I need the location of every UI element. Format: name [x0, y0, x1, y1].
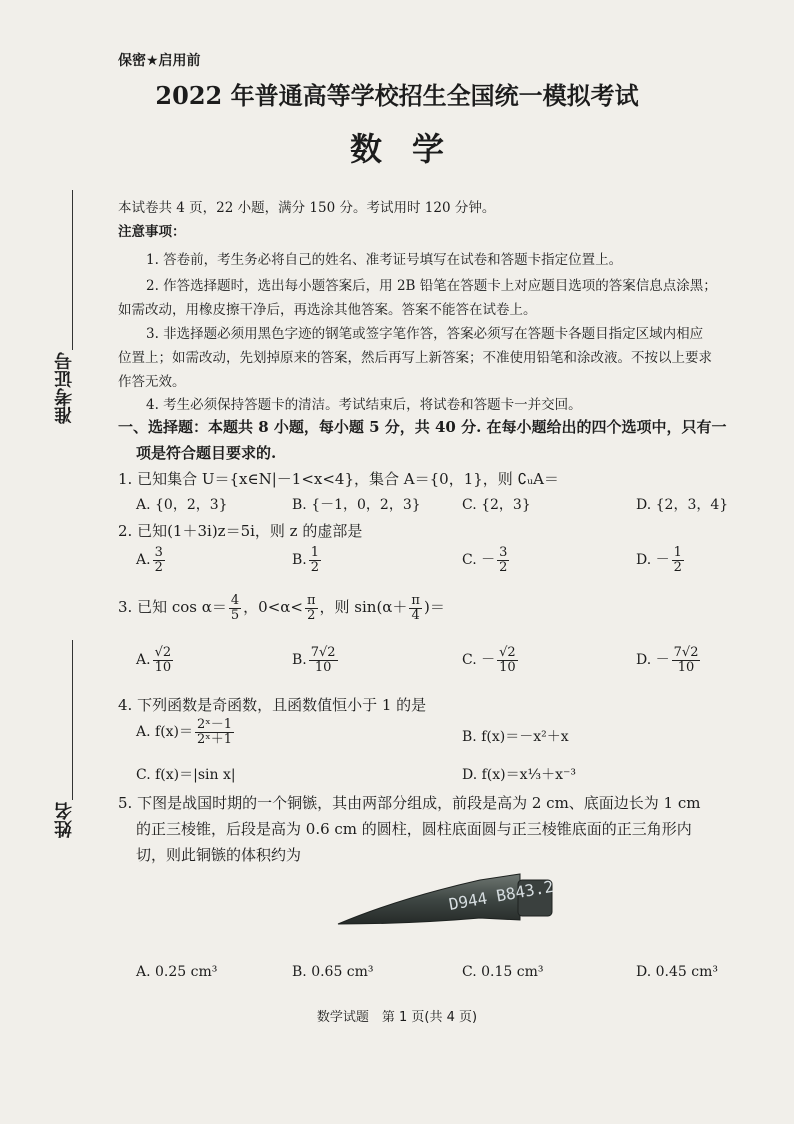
notice-item-4: 4. 考生必须保持答题卡的清洁。考试结束后，将试卷和答题卡一并交回。 [146, 397, 582, 413]
section-1-heading-line-2: 项是符合题目要求的. [136, 444, 277, 462]
question-5-line-2: 的正三棱锥，后段是高为 0.6 cm 的圆柱，圆柱底面圆与正三棱锥底面的正三角形内 [136, 820, 692, 838]
question-4-stem: 4. 下列函数是奇函数，且函数值恒小于 1 的是 [118, 696, 427, 714]
question-5-line-3: 切，则此铜镞的体积约为 [136, 846, 302, 864]
photo-label: D944 B843.2 [447, 876, 556, 914]
question-3-option-b: B. $\frac{7√2}{10}$ [292, 645, 336, 675]
question-2-option-d: D. － $\frac{1}{2}$ [636, 545, 682, 575]
question-3-stem: 3. 已知 cos α＝ $\frac{4}{5}$ ，0<α< $\frac{\pi}{2}$ ，则 sin(α＋ $\frac{\pi}{4}$ )＝ [118, 593, 445, 623]
exam-number-label: 准考证号 [54, 352, 75, 424]
question-5-option-a: A. 0.25 cm³ [136, 964, 218, 980]
question-5-option-d: D. 0.45 cm³ [636, 964, 718, 980]
question-1-option-a: A. {0，2，3} [136, 497, 228, 513]
question-3-option-c: C. － $\frac{√2}{10}$ [462, 645, 516, 675]
question-4-option-b: B. f(x)＝－x²＋x [462, 729, 569, 745]
question-2-option-a: A. $\frac{3}{2}$ [136, 545, 163, 575]
question-4-option-d: D. f(x)＝x⅓＋x⁻³ [462, 767, 576, 783]
notice-item-2-line-1: 2. 作答选择题时，选出每小题答案后，用 2B 铅笔在答题卡上对应题目选项的答案信息点涂黑； [146, 278, 717, 294]
bronze-arrowhead-photo [330, 858, 560, 938]
notice-item-3-line-2: 位置上；如需改动，先划掉原来的答案，然后再写上新答案；不准使用铅笔和涂改液。不按以上要求 [118, 350, 712, 366]
question-3-option-a: A. $\frac{√2}{10}$ [136, 645, 172, 675]
exam-title: 2022 年普通高等学校招生全国统一模拟考试 [155, 81, 639, 110]
exam-number-line [72, 190, 73, 350]
secret-label: 保密★启用前 [118, 53, 201, 69]
question-5-option-b: B. 0.65 cm³ [292, 964, 374, 980]
question-4-option-a: A. f(x)＝ $\frac{\text{2ˣ－1}}{\text{2ˣ＋1}}$ [136, 717, 233, 747]
question-1-option-c: C. {2，3} [462, 497, 531, 513]
notice-item-3-line-3: 作答无效。 [118, 374, 186, 390]
name-line [72, 640, 73, 800]
section-1-heading-line-1: 一、选择题：本题共 8 小题，每小题 5 分，共 40 分. 在每小题给出的四个选项中，只有一 [118, 418, 727, 436]
notice-item-3-line-1: 3. 非选择题必须用黑色字迹的钢笔或签字笔作答，答案必须写在答题卡各题目指定区域内相应 [146, 326, 704, 342]
question-5-line-1: 5. 下图是战国时期的一个铜镞，其由两部分组成，前段是高为 2 cm、底面边长为 1 cm [118, 794, 701, 812]
question-2-stem: 2. 已知(1＋3i)z＝5i，则 z 的虚部是 [118, 522, 363, 540]
question-3-option-d: D. － $\frac{7√2}{10}$ [636, 645, 699, 675]
question-1-option-b: B. {－1，0，2，3} [292, 497, 421, 513]
question-2-option-b: B. $\frac{1}{2}$ [292, 545, 320, 575]
subject-title: 数学 [349, 130, 474, 168]
name-label: 姓名 [54, 802, 75, 838]
page-footer: 数学试题 第 1 页(共 4 页) [316, 1010, 478, 1025]
question-1-option-d: D. {2，3，4} [636, 497, 729, 513]
notice-item-1: 1. 答卷前，考生务必将自己的姓名、准考证号填写在试卷和答题卡指定位置上。 [146, 252, 623, 268]
question-2-option-c: C. － $\frac{3}{2}$ [462, 545, 508, 575]
question-4-option-c: C. f(x)＝|sin x| [136, 767, 236, 783]
notice-heading: 注意事项： [118, 224, 186, 240]
intro-text: 本试卷共 4 页，22 小题，满分 150 分。考试用时 120 分钟。 [118, 200, 496, 216]
question-1-stem: 1. 已知集合 U＝{x∈N|－1<x<4}，集合 A＝{0，1}，则 ∁ᵤA＝ [118, 470, 559, 488]
notice-item-2-line-2: 如需改动，用橡皮擦干净后，再选涂其他答案。答案不能答在试卷上。 [118, 302, 537, 318]
question-5-option-c: C. 0.15 cm³ [462, 964, 544, 980]
